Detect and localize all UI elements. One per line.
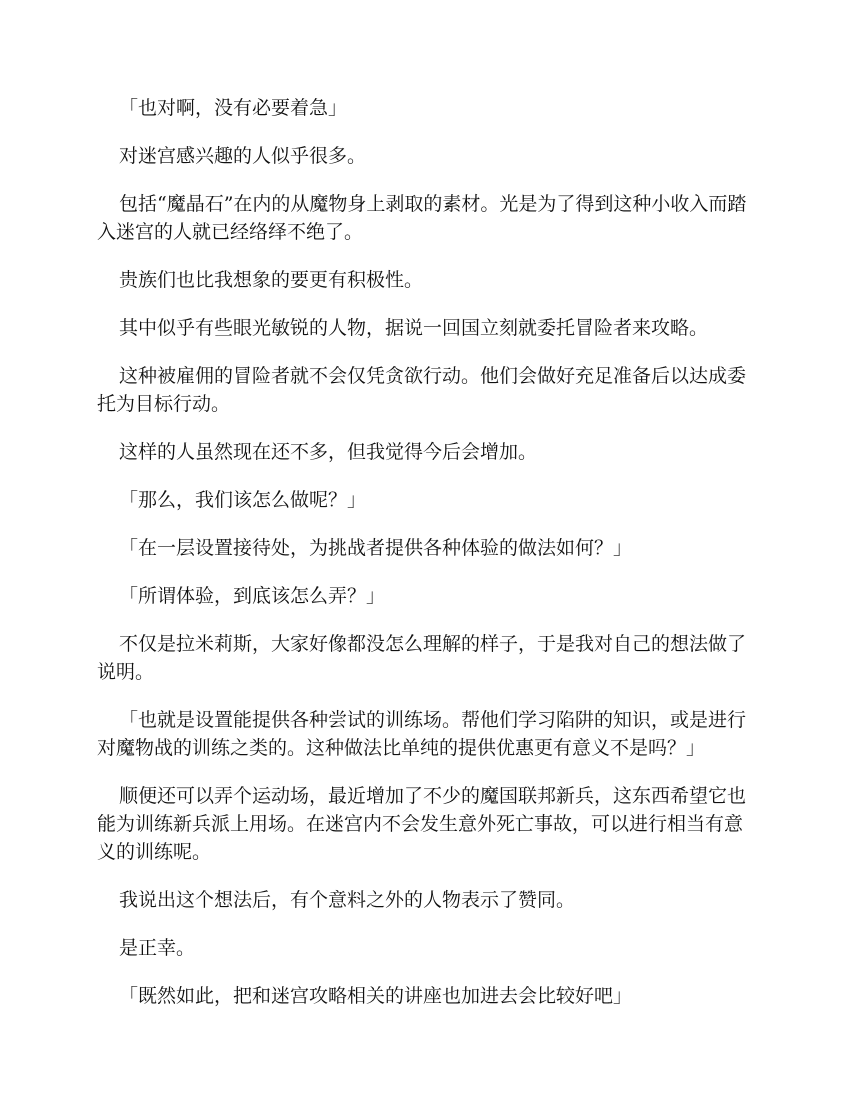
paragraph-16: 「既然如此，把和迷宫攻略相关的讲座也加进去会比较好吧」 xyxy=(119,985,633,1007)
paragraph-9: 「在一层设置接待处，为挑战者提供各种体验的做法如何？」 xyxy=(119,537,633,559)
paragraph-11: 不仅是拉米莉斯，大家好像都没怎么理解的样子，于是我对自己的想法做了说明。 xyxy=(97,633,747,683)
paragraph-2: 对迷宫感兴趣的人似乎很多。 xyxy=(119,145,367,167)
paragraph-15: 是正幸。 xyxy=(119,937,196,959)
paragraph-4: 贵族们也比我想象的要更有积极性。 xyxy=(119,269,424,291)
paragraph-8: 「那么，我们该怎么做呢？」 xyxy=(119,489,367,511)
paragraph-14: 我说出这个想法后，有个意料之外的人物表示了赞同。 xyxy=(119,889,576,911)
paragraph-13: 顺便还可以弄个运动场，最近增加了不少的魔国联邦新兵，这东西希望它也能为训练新兵派上用场。在迷宫内不会发生意外死亡事故，可以进行相当有意义的训练呢。 xyxy=(97,785,747,863)
paragraph-7: 这样的人虽然现在还不多，但我觉得今后会增加。 xyxy=(119,441,538,463)
paragraph-10: 「所谓体验，到底该怎么弄？」 xyxy=(119,585,386,607)
paragraph-1: 「也对啊，没有必要着急」 xyxy=(119,97,348,119)
document-page xyxy=(97,94,747,1030)
paragraph-3: 包括“魔晶石”在内的从魔物身上剥取的素材。光是为了得到这种小收入而踏入迷宫的人就已经络绎不绝了。 xyxy=(97,193,747,243)
paragraph-12: 「也就是设置能提供各种尝试的训练场。帮他们学习陷阱的知识，或是进行对魔物战的训练之类的。这种做法比单纯的提供优惠更有意义不是吗？」 xyxy=(97,709,747,759)
paragraph-6: 这种被雇佣的冒险者就不会仅凭贪欲行动。他们会做好充足准备后以达成委托为目标行动。 xyxy=(97,365,747,415)
paragraph-5: 其中似乎有些眼光敏锐的人物，据说一回国立刻就委托冒险者来攻略。 xyxy=(119,317,709,339)
